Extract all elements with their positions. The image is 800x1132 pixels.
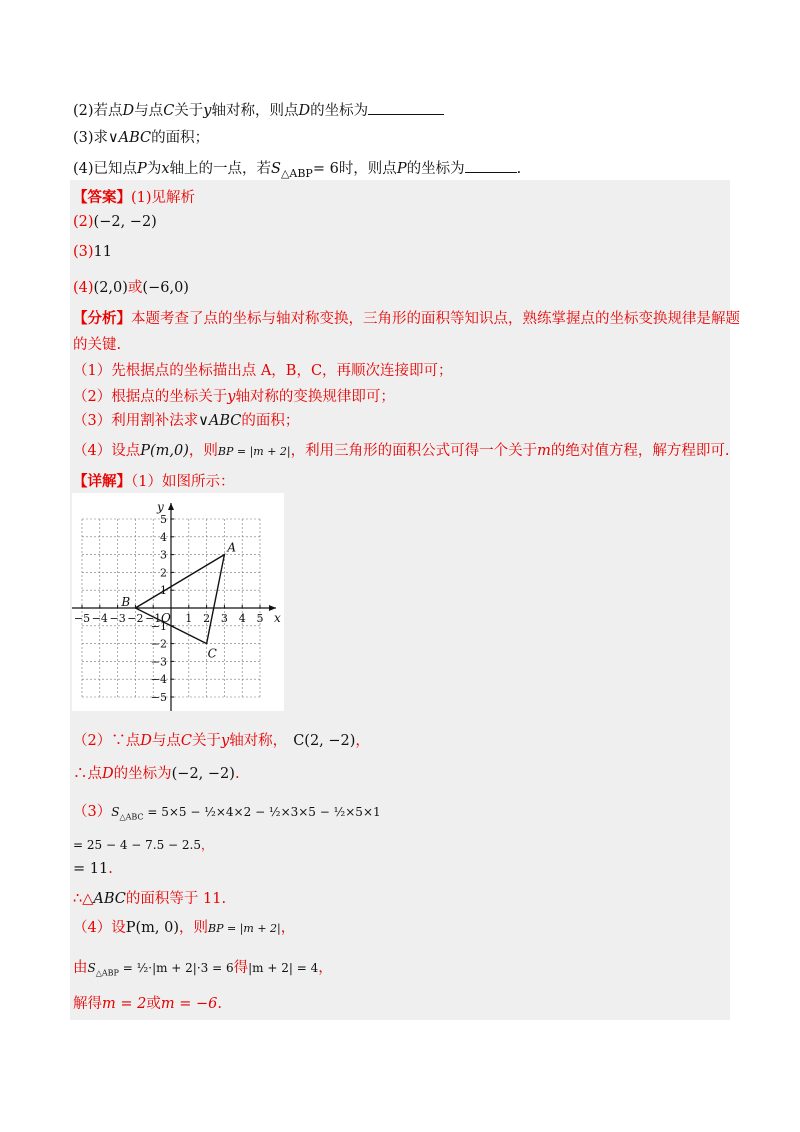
y-axis-arrow (168, 503, 174, 510)
answer-line-1: 【答案】(1)见解析 (73, 189, 196, 206)
detail-4-line-1: （4）设P(m, 0)，则BP = |m + 2|， (73, 920, 296, 936)
y-tick-label: −4 (150, 673, 167, 687)
coordinate-figure (72, 493, 284, 711)
x-tick-label: 3 (220, 612, 228, 625)
point-label-c: C (207, 646, 217, 661)
detail-3-line-3: = 11. (73, 861, 113, 877)
answer-line-2: (2)(−2, −2) (73, 214, 157, 230)
point-label-a: A (227, 540, 237, 555)
analysis-line-2: 的关键. (73, 337, 122, 353)
detail-3-conclusion: ∴△ABC的面积等于 11. (73, 891, 227, 907)
tick-labels (74, 500, 281, 704)
y-tick-label: 2 (160, 566, 167, 580)
x-tick-label: 5 (256, 612, 264, 625)
analysis-step-2: （2）根据点的坐标关于y轴对称的变换规律即可； (73, 389, 395, 405)
detail-3-line-2: = 25 − 4 − 7.5 − 2.5， (73, 838, 214, 852)
y-tick-label: 3 (160, 548, 167, 562)
y-tick-label: 5 (160, 513, 167, 526)
x-tick-label: 2 (203, 612, 211, 625)
x-tick-label: −2 (127, 612, 144, 625)
y-axis-label: y (157, 499, 164, 514)
answer-line-4: (4)(2,0)或(−6,0) (73, 280, 189, 296)
y-tick-label: 4 (160, 530, 167, 544)
x-tick-label: −1 (145, 612, 162, 625)
origin-label: O (161, 611, 171, 625)
y-tick-label: −5 (150, 691, 167, 704)
analysis-line-1: 【分析】本题考查了点的坐标与轴对称变换，三角形的面积等知识点，熟练掌握点的坐标变换规律是解题 (73, 310, 740, 327)
x-tick-label: −4 (91, 612, 108, 625)
answer-blank (368, 100, 444, 115)
answer-line-3: (3)11 (73, 244, 112, 260)
x-tick-label: −5 (73, 612, 91, 625)
x-axis-label: x (274, 611, 281, 625)
y-tick-label: −3 (150, 655, 167, 669)
answer-blank (465, 158, 517, 173)
detail-3-line-1: $(3)S_{\triangle ABC} = 5\times 5$ − ½×4×2 − ½×3×5 − ½×5×1 (73, 804, 381, 822)
question-4: (4)已知点P为x轴上的一点，若$S_{\triangle ABP}= 6$时，则点P的坐标为 . (73, 157, 521, 180)
detail-4-solution: 解得m = 2或m = −6. (73, 996, 222, 1012)
detail-4-line-2: 由$S_{\triangle ABP}$ = ½·|m + 2|·3 = 6得|m + 2| = 4， (73, 960, 333, 978)
detail-2-line-1: （2）∵点D与点C关于y轴对称， C(2, −2)， (73, 733, 370, 749)
detail-2-line-2: ∴点D的坐标为(−2, −2). (73, 766, 240, 782)
analysis-step-1: （1）先根据点的坐标描出点 A，B，C，再顺次连接即可； (73, 363, 453, 379)
axes (72, 503, 276, 711)
point-label-b: B (121, 595, 131, 609)
analysis-step-4: （4）设点P(m,0)，则BP = |m + 2|，利用三角形的面积公式可得一个关于m的绝对值方程，解方程即可. (73, 443, 730, 459)
y-tick-label: −1 (150, 619, 167, 633)
analysis-step-3: （3）利用割补法求∨ABC的面积； (73, 413, 300, 429)
question-3: (3)求∨ABC的面积； (73, 130, 210, 146)
y-tick-label: −2 (150, 637, 167, 651)
y-tick-label: 1 (160, 584, 167, 598)
triangle-abc (120, 541, 236, 661)
x-tick-label: −3 (109, 612, 126, 625)
question-2: (2)若点D与点C关于y轴对称，则点D的坐标为 (73, 99, 444, 120)
x-tick-label: 4 (238, 612, 246, 625)
x-tick-label: 1 (185, 612, 193, 625)
triangle-outline (135, 555, 224, 644)
detail-intro: 【详解】（1）如图所示： (73, 473, 235, 490)
coordinate-plane (72, 493, 284, 711)
